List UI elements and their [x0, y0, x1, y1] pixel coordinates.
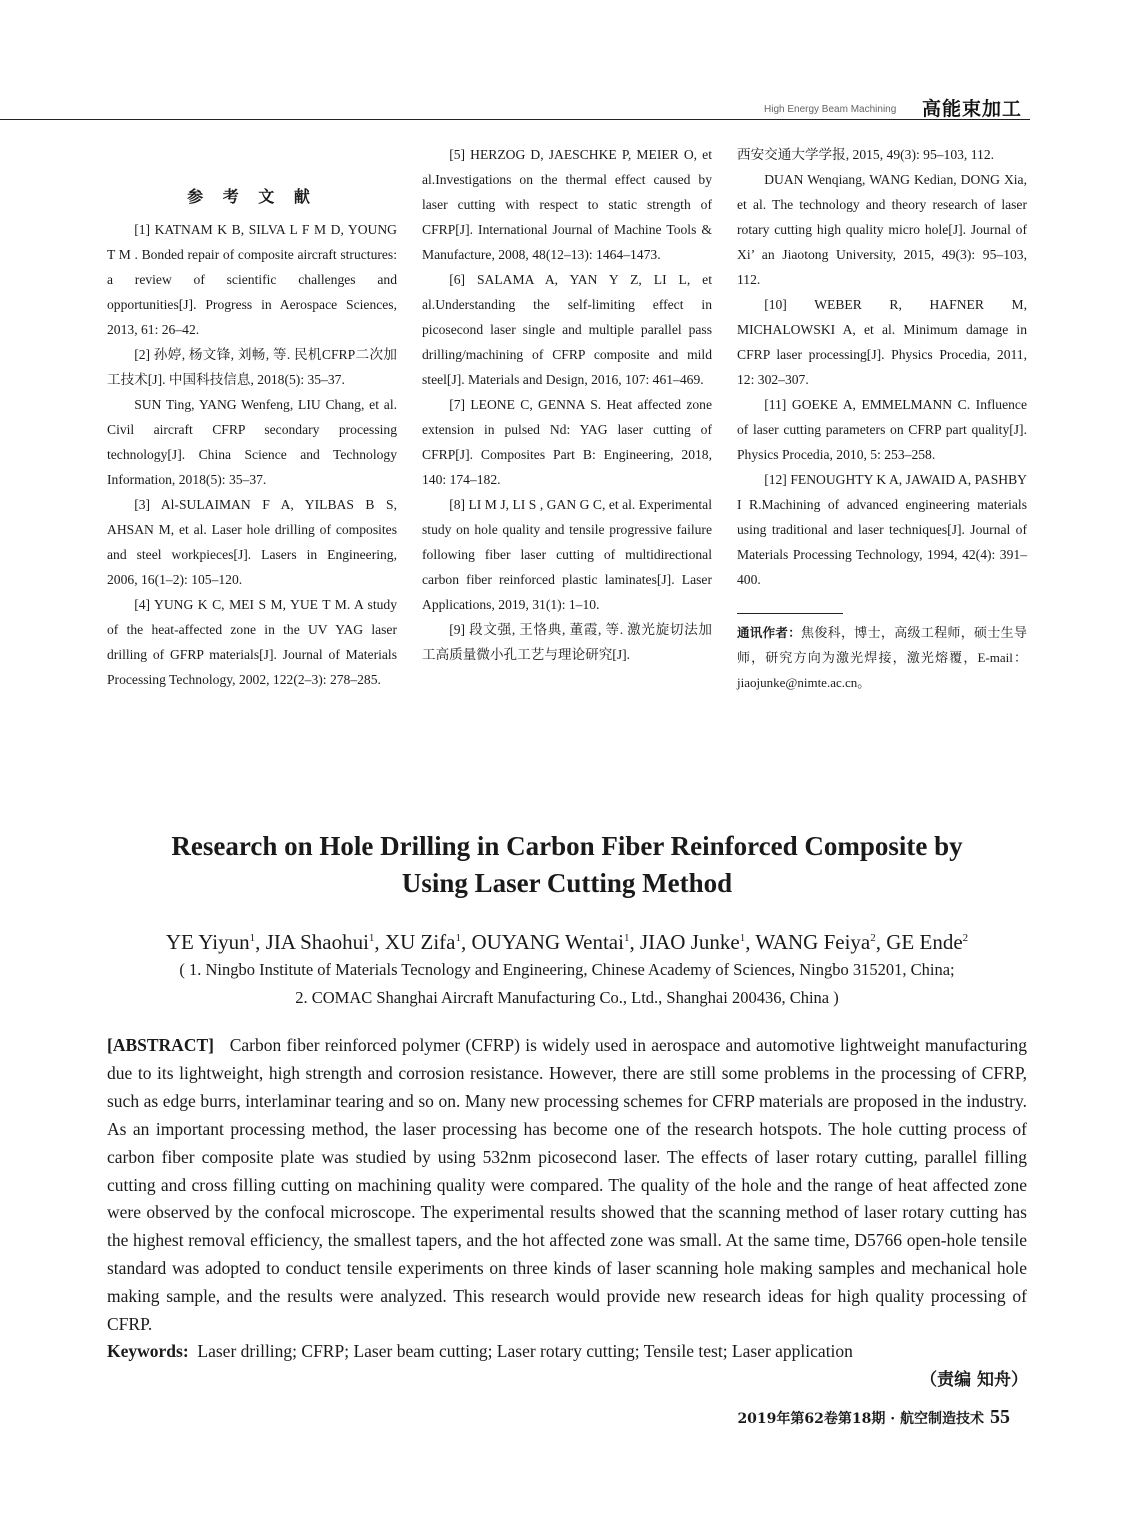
editor-credit: （责编 知舟） — [920, 1370, 1028, 1390]
author-affiliation-mark: 2 — [962, 932, 969, 944]
author-name: YE Yiyun — [165, 930, 250, 954]
reference-item: DUAN Wenqiang, WANG Kedian, DONG Xia, et al. The technology and theory research of laser rotary cutting high quality micro hole[J]. Journal of Xi’ an Jiaotong University, 2015, 49(3): 95–103, 112. — [737, 172, 1027, 287]
author-affiliation-mark: 2 — [870, 932, 876, 944]
reference-item: [8] LI M J, LI S , GAN G C, et al. Experimental study on hole quality and tensile progressive failure following fiber laser cutting of multidirectional carbon fiber reinforced plastic laminates[J]. Laser Applications, 2019, 31(1): 1–10. — [422, 497, 712, 612]
references-column-1 — [107, 217, 397, 692]
reference-item: [4] YUNG K C, MEI S M, YUE T M. A study of the heat-affected zone in the UV YAG laser drilling of GFRP materials[J]. Journal of Materials Processing Technology, 2002, 122(2–3): 278–285. — [107, 597, 397, 687]
article-title-line-2: Using Laser Cutting Method — [401, 868, 733, 898]
reference-item: SUN Ting, YANG Wenfeng, LIU Chang, et al. Civil aircraft CFRP secondary processing technology[J]. China Science and Technology Information, 2018(5): 35–37. — [107, 397, 397, 487]
reference-item: [2] 孙婷, 杨文锋, 刘畅, 等. 民机CFRP二次加工技术[J]. 中国科技信息, 2018(5): 35–37. — [107, 347, 397, 387]
author-name: XU Zifa — [384, 930, 456, 954]
author-list: YE Yiyun$^1$, JIA Shaohui$^1$, XU Zifa$^1$, OUYANG Wentai$^1$, JIAO Junke$^1$, WANG Feiya$^2$, GE Ende$^2$ — [165, 930, 969, 954]
keywords-label: Keywords: — [107, 1341, 189, 1361]
reference-item: [3] Al-SULAIMAN F A, YILBAS B S, AHSAN M, et al. Laser hole drilling of composites and steel workpieces[J]. Lasers in Engineering, 2006, 16(1–2): 105–120. — [107, 497, 397, 587]
header-rule — [0, 119, 1030, 120]
reference-item: [11] GOEKE A, EMMELMANN C. Influence of laser cutting parameters on CFRP part quality[J]. Physics Procedia, 2010, 5: 253–258. — [737, 397, 1027, 462]
author-affiliation-mark: 1 — [368, 932, 375, 944]
author-name: OUYANG Wentai — [471, 930, 624, 954]
corresponding-author-label: 通讯作者： — [737, 625, 802, 640]
affiliations — [107, 956, 1027, 1012]
affiliation-line-1: ( 1. Ningbo Institute of Materials Tecnology and Engineering, Chinese Academy of Sciences, Ningbo 315201, China; — [179, 960, 955, 979]
footnote-rule — [737, 613, 843, 614]
corresponding-author-note — [737, 620, 1027, 695]
issue-info: 2019年第62卷第18期 · 航空制造技术 — [737, 1411, 984, 1427]
reference-item: [1] KATNAM K B, SILVA L F M D, YOUNG T M . Bonded repair of composite aircraft structures: a review of scientific challenges and opportunities[J]. Progress in Aerospace Sciences, 2013, 61: 26–42. — [107, 222, 397, 337]
author-name: JIA Shaohui — [265, 930, 369, 954]
affiliation-line-2: 2. COMAC Shanghai Aircraft Manufacturing Co., Ltd., Shanghai 200436, China ) — [295, 988, 839, 1007]
abstract — [107, 1032, 1027, 1339]
reference-item: [7] LEONE C, GENNA S. Heat affected zone extension in pulsed Nd: YAG laser cutting of CFRP[J]. Composites Part B: Engineering, 2018, 140: 174–182. — [422, 397, 712, 487]
article-title-line-1: Research on Hole Drilling in Carbon Fiber Reinforced Composite by — [171, 831, 963, 861]
reference-item: [6] SALAMA A, YAN Y Z, LI L, et al.Understanding the self-limiting effect in picosecond laser single and multiple parallel pass drilling/machining of CFRP composite and mild steel[J]. Materials and Design, 2016, 107: 461–469. — [422, 272, 712, 387]
author-name: GE Ende — [886, 930, 963, 954]
corresponding-author-text: 焦俊科，博士，高级工程师，硕士生导师，研究方向为激光焊接，激光熔覆，E-mail：jiaojunke@nimte.ac.cn。 — [737, 625, 1027, 690]
page-number: 55 — [990, 1406, 1010, 1428]
author-affiliation-mark: 1 — [455, 932, 461, 944]
author-affiliation-mark: 1 — [739, 932, 746, 944]
reference-continuation: 西安交通大学学报, 2015, 49(3): 95–103, 112. — [737, 147, 995, 162]
keywords — [107, 1338, 1027, 1365]
reference-item: [12] FENOUGHTY K A, JAWAID A, PASHBY I R.Machining of advanced engineering materials using traditional and laser techniques[J]. Journal of Materials Processing Technology, 1994, 42(4): 391–400. — [737, 472, 1027, 587]
author-name: WANG Feiya — [755, 930, 871, 954]
references-column-3 — [737, 142, 1027, 695]
references-column-2 — [422, 142, 712, 667]
author-affiliation-mark: 1 — [623, 932, 630, 944]
author-affiliation-mark: 1 — [249, 932, 256, 944]
keywords-text: Laser drilling; CFRP; Laser beam cutting; Laser rotary cutting; Tensile test; Laser application — [197, 1341, 853, 1361]
abstract-text: Carbon fiber reinforced polymer (CFRP) is widely used in aerospace and automotive lightweight manufacturing due to its lightweight, high strength and corrosion resistance. However, there are still some problems in the processing of CFRP, such as edge burrs, interlaminar tearing and so on. Many new processing schemes for CFRP materials are proposed in the industry. As an important processing method, the laser processing has become one of the research hotspots. The hole cutting process of carbon fiber composite plate was studied by using 532nm picosecond laser. The effects of laser rotary cutting, parallel filling cutting and cross filling cutting on machining quality were compared. The quality of the hole and the range of heat affected zone were observed by the confocal microscope. The experimental results showed that the scanning method of laser rotary cutting has the highest removal efficiency, the smallest tapers, and the hot affected zone was small. At the same time, D5766 open-hole tensile standard was adopted to conduct tensile experiments on three kinds of laser scanning hole making samples and mechanical hole making sample, and the results were analyzed. This research would provide new research ideas for high quality processing of CFRP. — [107, 1035, 1027, 1335]
abstract-label: [ABSTRACT] — [107, 1035, 214, 1055]
author-name: JIAO Junke — [639, 930, 740, 954]
journal-section-chinese: 高能束加工 — [922, 98, 1023, 120]
reference-item: [5] HERZOG D, JAESCHKE P, MEIER O, et al.Investigations on the thermal effect caused by laser cutting with respect to static strength of CFRP[J]. International Journal of Machine Tools & Manufacture, 2008, 48(12–13): 1464–1473. — [422, 147, 712, 262]
reference-item: [10] WEBER R, HAFNER M, MICHALOWSKI A, et al. Minimum damage in CFRP laser processing[J]. Physics Procedia, 2011, 12: 302–307. — [737, 297, 1027, 387]
page-footer — [640, 1406, 1010, 1429]
article-title — [107, 828, 1027, 902]
reference-item: [9] 段文强, 王恪典, 董霞, 等. 激光旋切法加工高质量微小孔工艺与理论研究[J]. — [422, 622, 712, 662]
journal-section-english: High Energy Beam Machining — [764, 104, 897, 115]
references-heading: 参 考 文 献 — [187, 187, 317, 206]
